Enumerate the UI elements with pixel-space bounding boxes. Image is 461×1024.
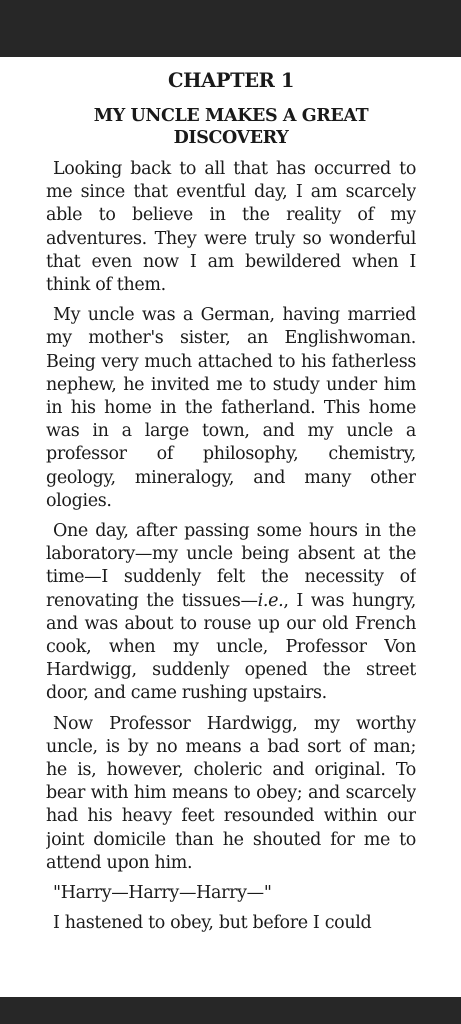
dialogue-line: "Harry—Harry—Harry—" — [53, 883, 272, 904]
paragraph-italic-text: i.e. — [257, 590, 284, 611]
chapter-heading: CHAPTER 1 — [167, 69, 295, 92]
paragraph: I hastened to obey, but before I could — [53, 913, 372, 934]
chapter-title: MY UNCLE MAKES A GREAT DISCOVERY — [93, 106, 369, 148]
paragraph — [46, 520, 416, 706]
navigation-bar — [0, 997, 461, 1024]
paragraph: Looking back to all that has occurred to me since that eventful day, I am scarcely able to believe in the reality of my adventures. They were truly so wonderful that even now I am bewildered when I think of them. — [46, 159, 416, 296]
paragraph-text: One day, after passing some hours in the laboratory—my uncle being absent at the time—I suddenly felt the necessity of renovating the tissues— — [46, 521, 416, 611]
paragraph-text: , I was hungry, and was about to rouse up our old French cook, when my uncle, Professor Von Hardwigg, suddenly opened the street door, and came rushing upstairs. — [46, 590, 416, 704]
paragraph: My uncle was a German, having married my mother's sister, an Englishwoman. Being very much attached to his fatherless nephew, he invited me to study under him in his home in the fatherland. This home was in a large town, and my uncle a professor of philosophy, chemistry, geology, mineralogy, and many other ologies. — [46, 305, 416, 511]
status-bar — [0, 0, 461, 57]
paragraph: Now Professor Hardwigg, my worthy uncle, is by no means a bad sort of man; he is, however, choleric and original. To bear with him means to obey; and scarcely had his heavy feet resounded within our joint domicile than he shouted for me to attend upon him. — [46, 713, 416, 873]
reader-page[interactable] — [46, 57, 416, 997]
chapter-body — [46, 158, 416, 936]
